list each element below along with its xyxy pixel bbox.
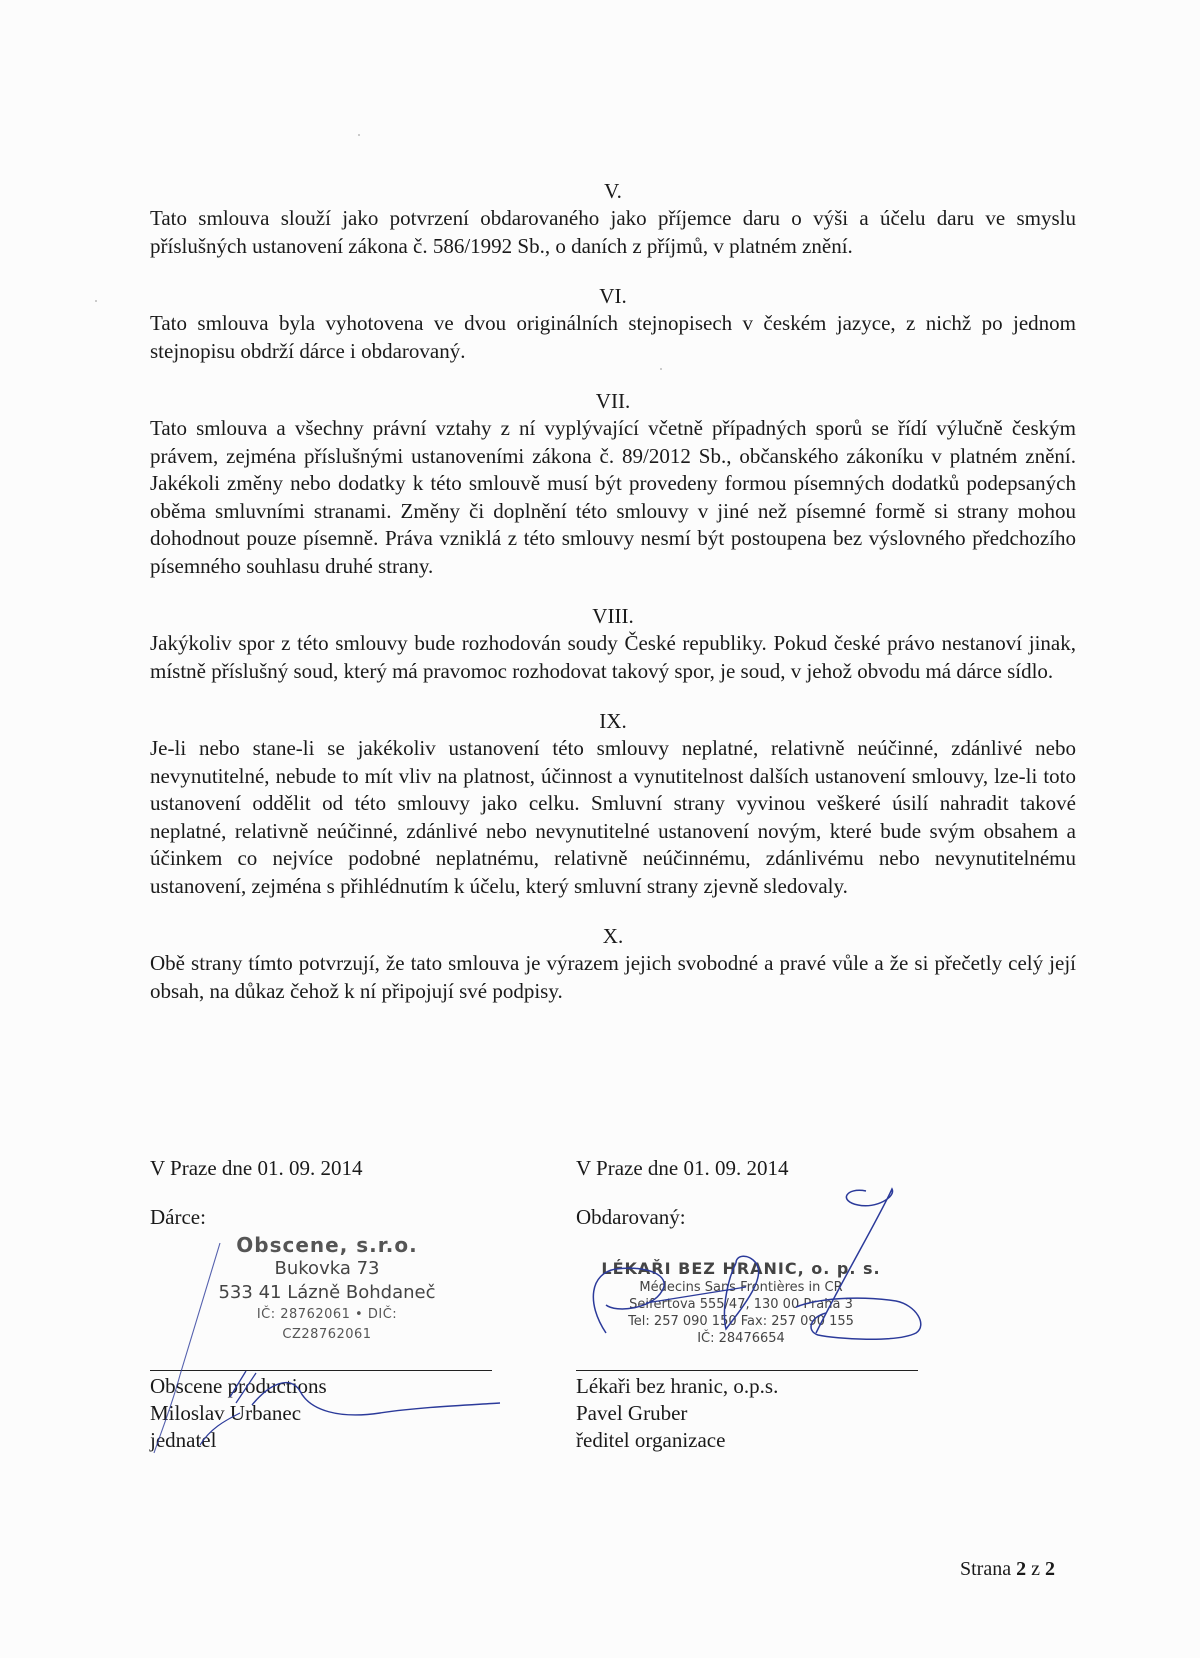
page-prefix: Strana (960, 1558, 1012, 1580)
recipient-position: ředitel organizace (576, 1428, 726, 1452)
article-heading: V. (604, 179, 622, 203)
recipient-signatory (576, 1373, 778, 1454)
donor-signature-block (150, 1155, 490, 1452)
total-pages: 2 (1044, 1558, 1055, 1580)
article-text: Tato smlouva byla vyhotovena ve dvou originálních stejnopisech v českém jazyce, z nichž po jednom stejnopisu obdrží dárce i obdarovaný. (150, 311, 1076, 363)
donor-name: Miloslav Urbanec (150, 1401, 302, 1425)
stamp-address: Seifertova 555/47, 130 00 Praha 3 (629, 1297, 853, 1312)
donor-place-date: V Praze dne 01. 09. 2014 (150, 1156, 363, 1180)
article-text: Je-li nebo stane-li se jakékoliv ustanovení této smlouvy neplatné, relativně neúčinné, zdánlivé nebo nevynutitelné, nebude to mít vliv na platnost, účinnost a vynutitelnost dalších ustanovení smlouvy, lze-li toto ustanovení oddělit od této smlouvy jako celku. Smluvní strany vyvinou veškeré úsilí nahradit takové neplatné, relativně neúčinné, zdánlivé nebo nevynutitelné ustanovení novým, které bude svým obsahem a účinkem co nejvíce podobné neplatnému, relativně neúčinnému, zdánlivému nebo nevynutitelnému ustanovení, zejména s přihlédnutím k účelu, který smluvní strany zjevně sledovaly. (150, 736, 1076, 898)
page-number (960, 1558, 1055, 1581)
article-ix (150, 708, 1076, 900)
signature-area (150, 1155, 1076, 1475)
article-text: Obě strany tímto potvrzují, že tato smlouva je výrazem jejich svobodné a pravé vůle a že si přečetly celý její obsah, na důkaz čehož k ní připojují své podpisy. (150, 951, 1076, 1003)
donor-company: Obscene productions (150, 1374, 327, 1398)
article-heading: VI. (599, 284, 627, 308)
article-v (150, 178, 1076, 260)
donor-signature-line (150, 1370, 492, 1371)
article-x (150, 923, 1076, 1005)
recipient-company: Lékaři bez hranic, o.p.s. (576, 1374, 779, 1398)
stamp-city: 533 41 Lázně Bohdaneč (218, 1282, 436, 1303)
article-vi (150, 283, 1076, 365)
article-text: Jakýkoliv spor z této smlouvy bude rozhodován soudy České republiky. Pokud české právo nestanoví jinak, místně příslušný soud, který má pravomoc rozhodovat takový spor, je soud, v jehož obvodu má dárce sídlo. (150, 631, 1076, 683)
stamp-title: LÉKAŘI BEZ HRANIC, o. p. s. (601, 1259, 881, 1278)
stamp-phone: Tel: 257 090 150 Fax: 257 090 155 (628, 1314, 854, 1329)
recipient-role-label: Obdarovaný: (576, 1205, 686, 1229)
article-heading: X. (602, 924, 624, 948)
recipient-name: Pavel Gruber (576, 1401, 688, 1425)
stamp-ids: IČ: 28762061 • DIČ: CZ28762061 (256, 1307, 398, 1342)
scan-speck (95, 300, 97, 302)
article-text: Tato smlouva slouží jako potvrzení obdarovaného jako příjemce daru o výši a účelu daru ve smyslu příslušných ustanovení zákona č. 586/1992 Sb., o daních z příjmů, v platném znění. (150, 206, 1076, 258)
donor-company-stamp (212, 1233, 442, 1345)
stamp-ic: IČ: 28476654 (697, 1331, 785, 1346)
contract-body (150, 178, 1076, 1028)
recipient-signature-block (576, 1155, 916, 1452)
scan-speck (358, 134, 360, 136)
page-separator: z (1031, 1558, 1040, 1580)
article-vii (150, 388, 1076, 580)
donor-signatory (150, 1373, 327, 1454)
article-viii (150, 603, 1076, 685)
stamp-subtitle: Médecins Sans Frontières in CR (639, 1280, 843, 1295)
article-heading: VII. (595, 389, 631, 413)
stamp-street: Bukovka 73 (274, 1258, 380, 1279)
article-heading: IX. (599, 709, 627, 733)
recipient-signature-line (576, 1370, 918, 1371)
current-page: 2 (1016, 1558, 1027, 1580)
article-heading: VIII. (592, 604, 634, 628)
stamp-title: Obscene, s.r.o. (236, 1233, 418, 1257)
article-text: Tato smlouva a všechny právní vztahy z ní vyplývající včetně případných sporů se řídí výlučně českým právem, zejména příslušnými ustanoveními zákona č. 89/2012 Sb., občanského zákoníku v platném znění. Jakékoli změny nebo dodatky k této smlouvě musí být provedeny formou písemných dodatků podepsaných oběma smluvními stranami. Změny či doplnění této smlouvy v jiné než písemné formě si strany mohou dohodnout pouze písemně. Práva vzniklá z této smlouvy nesmí být postoupena bez výslovného předchozího písemného souhlasu druhé strany. (150, 416, 1076, 578)
donor-role-label: Dárce: (150, 1205, 206, 1229)
recipient-place-date: V Praze dne 01. 09. 2014 (576, 1156, 789, 1180)
recipient-organization-stamp (596, 1259, 886, 1347)
donor-position: jednatel (150, 1428, 217, 1452)
